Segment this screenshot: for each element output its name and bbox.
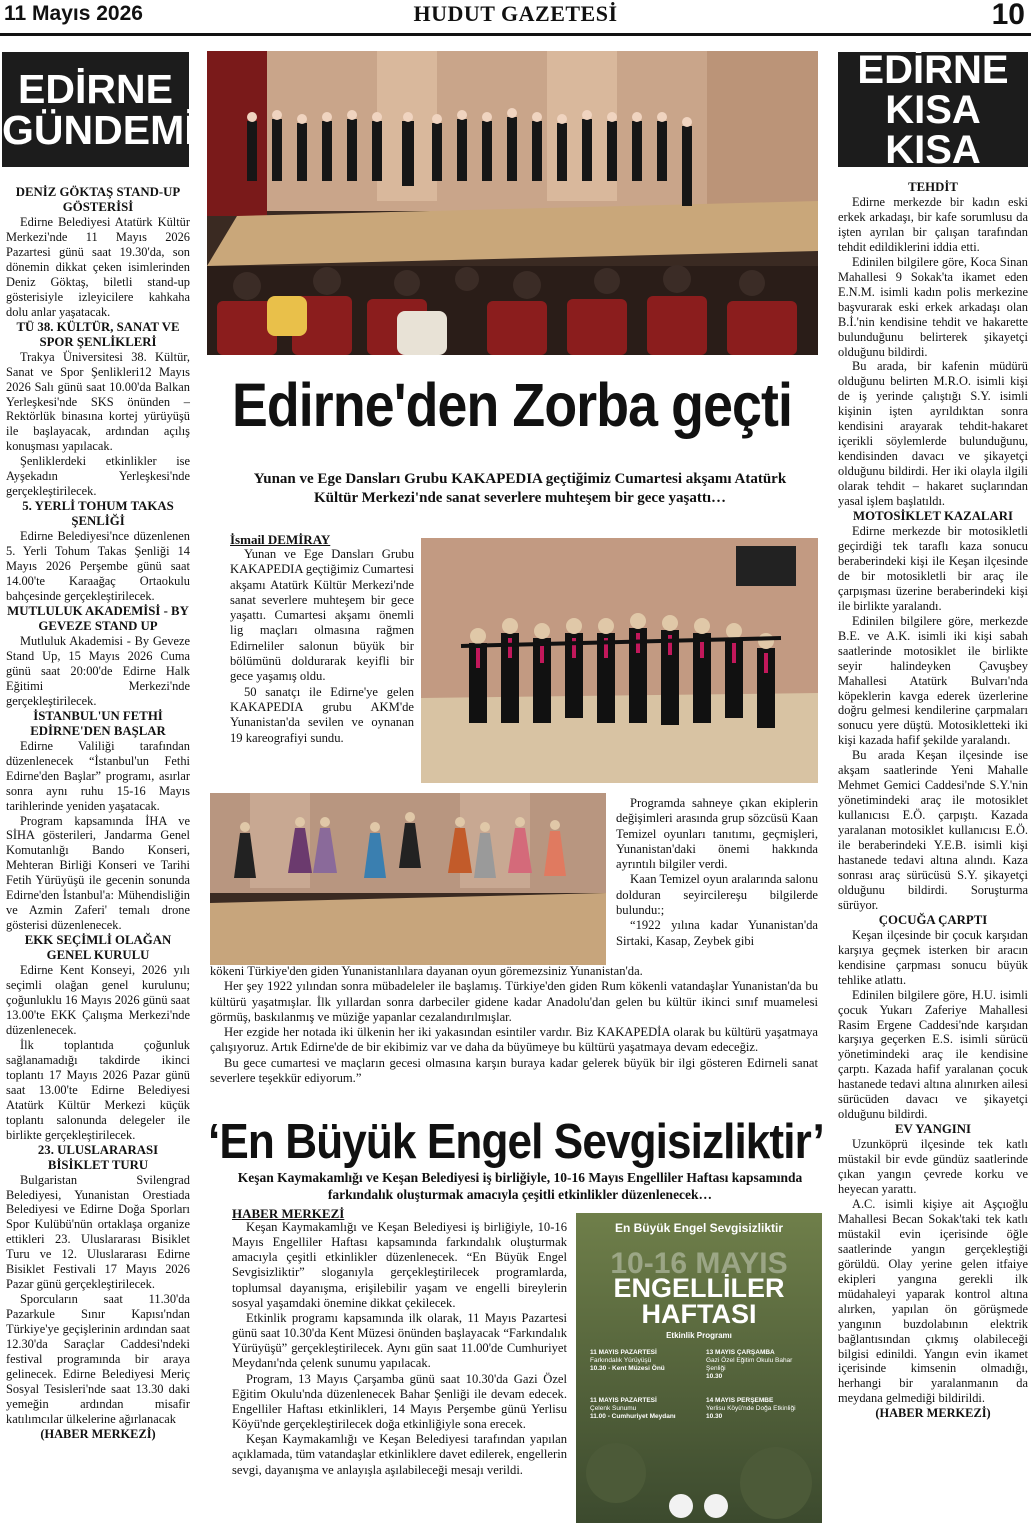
article-paragraph: kökeni Türkiye'den giden Yunanistanlılara dayanan oyun göremezsiniz Yunanistan'da. [210,964,643,978]
article-paragraph: Etkinlik programı kapsamında ilk olarak, 11 Mayıs Pazartesi günü saat 10.30'da Kent Müzesi önünden başlayacak “Farkındalık Yürüyüşü” gerçekleştirilecek. Aynı gün saat 11.00'de Cumhuriyet Meydanı'nda çelenk sunumu yapılacak. [232,1310,567,1371]
article-paragraph: Kaan Temizel oyun aralarında salonu dolduran seyircilereşu bilgilerde bulundu:; [616,872,818,918]
poster-item-date: 11 MAYIS PAZARTESİ [590,1397,657,1404]
news-subhead: TÜ 38. KÜLTÜR, SANAT VE SPOR ŞENLİKLERİ [16,319,180,349]
poster-dates: 10-16 MAYIS [610,1247,788,1280]
engel-byline: HABER MERKEZİ [232,1206,345,1221]
article-paragraph: Keşan Kaymakamlığı ve Keşan Belediyesi tarafından yapılan açıklamada, tüm vatandaşlar etkinliklere davet edilerek, engellerin sevgi, dayanışma ve anlayışla aşılabileceği mesajı verildi. [232,1432,567,1477]
edirne-kisa-kisa-column [838,180,1028,1421]
news-paragraph: Edirne Belediyesi Atatürk Kültür Merkezi'nde 11 Mayıs 2026 Pazartesi günü saat 19.30'da, son dönemin dikkat çeken isimlerinden Deniz Göktaş, biletli stand-up gösterisiyle izleyicilere kahkaha dolu anlar yaşatacak. [6,215,190,319]
zorba-headline: Edirne'den Zorba geçti [231,371,793,439]
poster-item-detail: 10.30 - Kent Müzesi Önü [590,1365,665,1372]
badge-line-2: GÜNDEMİ [2,106,196,153]
poster-item-name: Farkındalık Yürüyüşü [590,1357,652,1364]
poster-program-item [590,1397,696,1437]
badge-line-2: KISA KISA [885,87,981,172]
news-paragraph: Bu arada, bir kafenin müdürü olduğunu belirten M.R.O. isimli kişi de iş yerinde çalıştığı S.Y. isimli kişinin işten ayrıldıktan sonra kendisini arayarak tehdit-hakaret içerikli söylemlerde bulunduğunu, kendisinden davacı ve şikayetçi olduğunu bildirdi. Her iki olayla ilgili olarak tehdit – hakaret suçlarından yasal işlem başlatıldı. [838,359,1028,509]
news-subhead: MUTLULUK AKADEMİSİ - BY GEVEZE STAND UP [7,603,189,633]
news-paragraph: A.C. isimli kişiye ait Aşçıoğlu Mahallesi Becan Sokak'taki tek katlı müstakil evin içerisinde öğle saatlerinde yangın gerçekleştiği görüldü. Olay yerine gelen itfaiye ekipleri yangına gerekli ilk müdahaleyi yaparak kontrol altına alırken, yapılan ön görüşmede yangının buzdolabının elektrik bağlantısından çıkmış olabileceği bilgisi edinildi. Yangın evin ikamet içerisinde kimsenin olmadığı, herhangi bir yaralanmanın da meydana gelmediği bildirildi. [838,1197,1028,1406]
poster-title-2: HAFTASI [641,1299,757,1329]
poster-slogan: En Büyük Engel Sevgisizliktir [614,1221,784,1235]
issue-date: 11 Mayıs 2026 [4,2,143,25]
news-source: (HABER MERKEZİ) [875,1406,991,1421]
poster-item-detail: 10.30 [706,1413,723,1420]
news-paragraph: Bulgaristan Svilengrad Belediyesi, Yunanistan Orestiada Belediyesi ve Edirne Doğa Sporları Spor Kulübü'nün ortaklaşa organize ettikleri 23. Uluslararası Bisiklet Turu ve 12. Uluslararası Edirne Bisiklet Festivali 17 Mayıs 2026 Pazar günü gerçekleştirilecek. [6,1172,190,1292]
poster-item-date: 11 MAYIS PAZARTESİ [590,1349,657,1356]
news-paragraph: Edirne Valiliği tarafından düzenlenecek “İstanbul'un Fethi Edirne'den Başlar” programı, asırlar sonra aynı ruhu 15-16 Mayıs tarihlerinde yeniden yaşatacak. [6,738,190,813]
news-paragraph: Edinilen bilgilere göre, merkezde B.E. ve A.K. isimli iki kişi sabah saatlerinde motosiklet ile birlikte seyir halindeyken Çavuşbey Mahallesi Atatürk Bulvarı'nda köpeklerin kavga ederek üzerlerine doğru gelmesi kendilerine çarpmaları sonucu yere düştü. Motosikletteki iki kişi kazada hafif şekilde yaralandı. [838,613,1028,748]
news-paragraph: Uzunköprü ilçesinde tek katlı müstakil bir evde gündüz saatlerinde çıkan yangın çevrede korku ve heyecan yarattı. [838,1137,1028,1197]
poster-item-detail: 11.00 - Cumhuriyet Meydanı [590,1413,676,1420]
news-paragraph: Edirne merkezde bir kadın eski erkek arkadaşı, bir kafe sorumlusu da işten ayrılan bir çalışan tarafından tehdit edildiklerini iddia etti. [838,195,1028,254]
news-paragraph: Edirne Belediyesi'nce düzenlenen 5. Yerli Tohum Takas Şenliği 14 Mayıs 2026 Perşembe günü saat 14.00'te Karaağaç Ortaokulu bahçesinde gerçekleştirilecek. [6,529,190,604]
poster-item-date: 14 MAYIS PERŞEMBE [706,1397,774,1404]
news-subhead: TEHDİT [908,180,958,194]
news-paragraph: Trakya Üniversitesi 38. Kültür, Sanat ve Spor Şenlikleri12 Mayıs 2026 Salı günü saat 10.00'da Balkan Yerleşkesi'nde SKS önünden – Rektörlük binasına kortej yürüyüşü ile başlayacak, ardından açılış konuşması yapılacak. [6,349,190,454]
news-source: (HABER MERKEZİ) [40,1426,156,1441]
dancers-line-illustration [421,538,818,783]
article-paragraph: Bu gece cumartesi ve maçların gecesi olmasına karşın buraya kadar gelerek büyük bir ilgi gösteren Edirneli sanat severlere teşekkür ediyorum.” [210,1055,818,1086]
engel-article-text [232,1220,567,1478]
news-subhead: 5. YERLİ TOHUM TAKAS ŞENLİĞİ [22,499,174,529]
zorba-wide-text [210,964,818,1086]
poster-item-date: 13 MAYIS ÇARŞAMBA [706,1349,775,1356]
zorba-deck: Yunan ve Ege Dansları Grubu KAKAPEDIA geçtiğimiz Cumartesi akşamı Atatürk Kültür Merkezi'nde sanat severlere muhteşem bir gece yaşattı… [253,471,787,506]
news-paragraph: İlk toplantıda çoğunluk sağlanamadığı takdirde ikinci toplantı 17 Mayıs 2026 Pazar günü saat 13.00'te Edirne Belediyesi Atatürk Kültür Merkezi küçük toplantı salonunda delegeler ile birlikte gerçekleştirilecek. [6,1037,190,1142]
poster-program-item [706,1349,812,1389]
poster-program-item [706,1397,812,1437]
badge-line-1: EDİRNE [857,47,1009,92]
news-paragraph: Edinilen bilgilere göre, Koca Sinan Mahallesi 9 Sokak'ta ikamet eden E.N.M. isimli kadın polis merkezine başvurarak eski erkek arkadaşı olan B.İ.'nin kendisine tehdit ve hakarette bulunduğunu belirterek şikayetçi olduğunu bildirdi. [838,254,1028,359]
news-subhead: İSTANBUL'UN FETHİ EDİRNE'DEN BAŞLAR [30,708,166,738]
poster-item-name: Çelenk Sunumu [590,1405,637,1412]
poster-item-name: Yerlisu Köyü'nde Doğa Etkinliği [706,1405,796,1412]
poster-title-1: ENGELLİLER [613,1273,785,1303]
black-costume-dancers-photo [421,538,818,783]
news-paragraph: Sporcuların saat 11.30'da Pazarkule Sınır Kapısı'ndan Türkiye'ye geçişlerinin ardından saat 12.30'da Saraçlar Caddesi'ndeki festival programında bir araya gelinecek. Edirne Belediyesi Meriç Sosyal Tesisleri'nde saat 13.30 daki yemeğin ardından misafir katılımcılar ülkelerine ağırlanacak [6,1292,190,1426]
edirne-kisa-kisa-badge [838,47,1028,172]
engel-headline: ‘En Büyük Engel Sevgisizliktir’ [208,1115,824,1169]
header-rule [0,33,1031,36]
article-paragraph: Yunan ve Ege Dansları Grubu KAKAPEDIA geçtiğimiz Cumartesi akşamı Atatürk Kültür Merkezi'nde sanat severlere muhteşem bir gece yaşattı. Cumartesi akşamı önemli lig maçları olmasına rağmen Edirneliler salonun büyük bir bölümünü doldurarak keyifli bir gece yaşamış oldu. [230,547,414,684]
stage-audience-illustration [207,51,818,355]
poster-title [576,1275,822,1327]
newspaper-name: HUDUT GAZETESİ [413,1,618,26]
article-paragraph: 50 sanatçı ile Edirne'ye gelen KAKAPEDIA grubu AKM'de Yunanistan'da sevilen ve oynanan 19 kareografiyi sundu. [230,684,414,745]
zorba-column-1 [230,547,414,746]
poster-item-detail: 10.30 [706,1373,723,1380]
poster-subtitle: Etkinlik Programı [666,1331,732,1340]
page-number: 10 [991,0,1025,31]
news-paragraph: Şenliklerdeki etkinlikler ise Ayşekadın Yerleşkesi'nde gerçekleştirilecek. [6,454,190,499]
engel-deck: Keşan Kaymakamlığı ve Keşan Belediyesi iş birliğiyle, 10-16 Mayıs Engelliler Haftası kapsamında farkındalık oluşturmak amacıyla çeşitli etkinlikler düzenlenecek… [237,1170,803,1202]
news-subhead: 23. ULUSLARARASI BİSİKLET TURU [37,1142,159,1172]
engelliler-haftasi-poster [576,1213,822,1523]
news-paragraph: Edirne merkezde bir motosikletli geçirdiği tek taraflı kaza sonucu beraberindeki kişi ile Keşan ilçesinde de bir motosikletli bir araç ile çarpışması üzerine beraberindeki kişi ile birlikte yaralandı. [838,524,1028,613]
colorful-dresses-dancers-photo [210,793,606,965]
news-paragraph: Bu arada Keşan ilçesinde ise akşam saatlerinde Yeni Mahalle Mehmet Gemici Caddesi'nde S.Y.'nin yönetimindeki araç ile motosiklet kullanıcısı E.Ö. çarpıştı. Kazada yaralanan motosiklet kullanıcısı E.Ö. ile beraberindeki Y.E.B. isimli kişi hastanede tedavi altına alındı. Kaza sonrası araç sürücüsü S.Y. şikayetçi olduğunu bildirdi. Soruşturma sürüyor. [838,748,1028,912]
news-paragraph: Mutluluk Akademisi - By Geveze Stand Up, 15 Mayıs 2026 Cuma günü saat 20:00'de Edirne Halk Eğitimi Merkezi'nde gerçekleştirilecek. [6,633,190,708]
article-paragraph: Program, 13 Mayıs Çarşamba günü saat 10.30'da Gazi Özel Eğitim Okulu'nda düzenlenecek Bahar Şenliği ile devam edecek. Engelliler Haftası etkinlikleri, 14 Mayıs Perşembe günü Yerlisu Köyü'nde gerçekleştirilecek doğa etkinliğiyle sona erecek. [232,1371,567,1432]
dress-dancers-illustration [210,793,606,965]
edirne-gundemi-badge [2,52,196,167]
badge-line-1: EDİRNE [18,65,173,112]
stage-audience-photo [207,51,818,355]
zorba-column-2 [616,796,818,949]
edirne-gundemi-column [6,185,190,1442]
news-paragraph: Edinilen bilgilere göre, H.U. isimli çocuk Yukarı Zaferiye Mahallesi Rasim Ergene Caddesi'nde karşıdan karşıya geçerken E.S. isimli sürücü yönetimindeki araç ile kendisine çarptı. Kazada hafif yaralanan çocuk hastanede tedavi altına alınırken ailesi sürücüden davacı ve şikayetçi olduğunu bildirdi. [838,987,1028,1122]
article-paragraph: Keşan Kaymakamlığı ve Keşan Belediyesi iş birliğiyle, 10-16 Mayıs Engelliler Haftası kapsamında farkındalık oluşturmak amacıyla çeşitli etkinlikler düzenlenecek. “En Büyük Engel Sevgisizliktir” sloganıyla gerçekleştirilecek programlarda, toplumsal dayanışma, erişilebilir yaşam ve engelli bireylerin sosyal yaşamdaki önemine dikkat çekilecek. [232,1220,567,1310]
article-paragraph: “1922 yılına kadar Yunanistan'da Sirtaki, Kasap, Zeybek gibi [616,918,818,948]
news-subhead: EV YANGINI [895,1122,971,1137]
news-subhead: EKK SEÇİMLİ OLAĞAN GENEL KURULU [24,933,172,963]
news-paragraph: Keşan ilçesinde bir çocuk karşıdan karşıya geçmek isterken bir aracın kendisine çarpması sonucu büyük tehlike atlattı. [838,927,1028,987]
news-subhead: MOTOSİKLET KAZALARI [853,509,1013,524]
poster-item-name: Gazi Özel Eğitim Okulu Bahar Şenliği [706,1357,793,1372]
poster-program-item [590,1349,696,1389]
news-paragraph: Program kapsamında İHA ve SİHA gösterileri, Jandarma Genel Komutanlığı Bando Konseri, Mehteran Birliği Konseri ve Tarihi Fetih Yürüyüşü ile gecenin sonunda Edirne'den İstanbul'a: Mühendisliğin ve Azmin Zaferi' temalı drone gösterisi düzenlenecek. [6,813,190,933]
news-subhead: ÇOCUĞA ÇARPTI [878,912,988,927]
news-paragraph: Edirne Kent Konseyi, 2026 yılı seçimli olağan genel kurulunu; çoğunluklu 16 Mayıs 2026 günü saat 13.00'te EKK Çalışma Merkezi'nde düzenlenecek. [6,963,190,1037]
zorba-byline: İsmail DEMİRAY [230,532,331,547]
article-paragraph: Her şey 1922 yılından sonra mübadeleler ile başlamış. Türkiye'den giden Rum kökenli vatandaşlar Yunanistan'da bu kültürü yaşatmışlar. İlk yıllardan sonra darbeciler gidene kadar Anadolu'dan gelen bu kültür ikinci sınıf muamelesi görmüş, baskılanmış ve müziğe yapanlar cezalandırılmışlar. [210,979,818,1024]
news-subhead: DENİZ GÖKTAŞ STAND-UP GÖSTERİSİ [15,185,181,214]
article-paragraph: Her ezgide her notada iki ülkenin her iki yakasından esintiler vardır. Biz KAKAPEDİA olarak bu kültürü yaşatmaya çalışıyoruz. Artık Edirne'de de bir ekibimiz var ve daha da büyümeye bu kültürü yaşatmaya devam edeceğiz. [210,1025,818,1055]
article-paragraph: Programda sahneye çıkan ekiplerin değişimleri arasında grup sözcüsü Kaan Temizel oyunları tanıtımı, geçmişleri, Yunanistan'daki önemi hakkında ayrıntılı bilgiler verdi. [616,796,818,872]
